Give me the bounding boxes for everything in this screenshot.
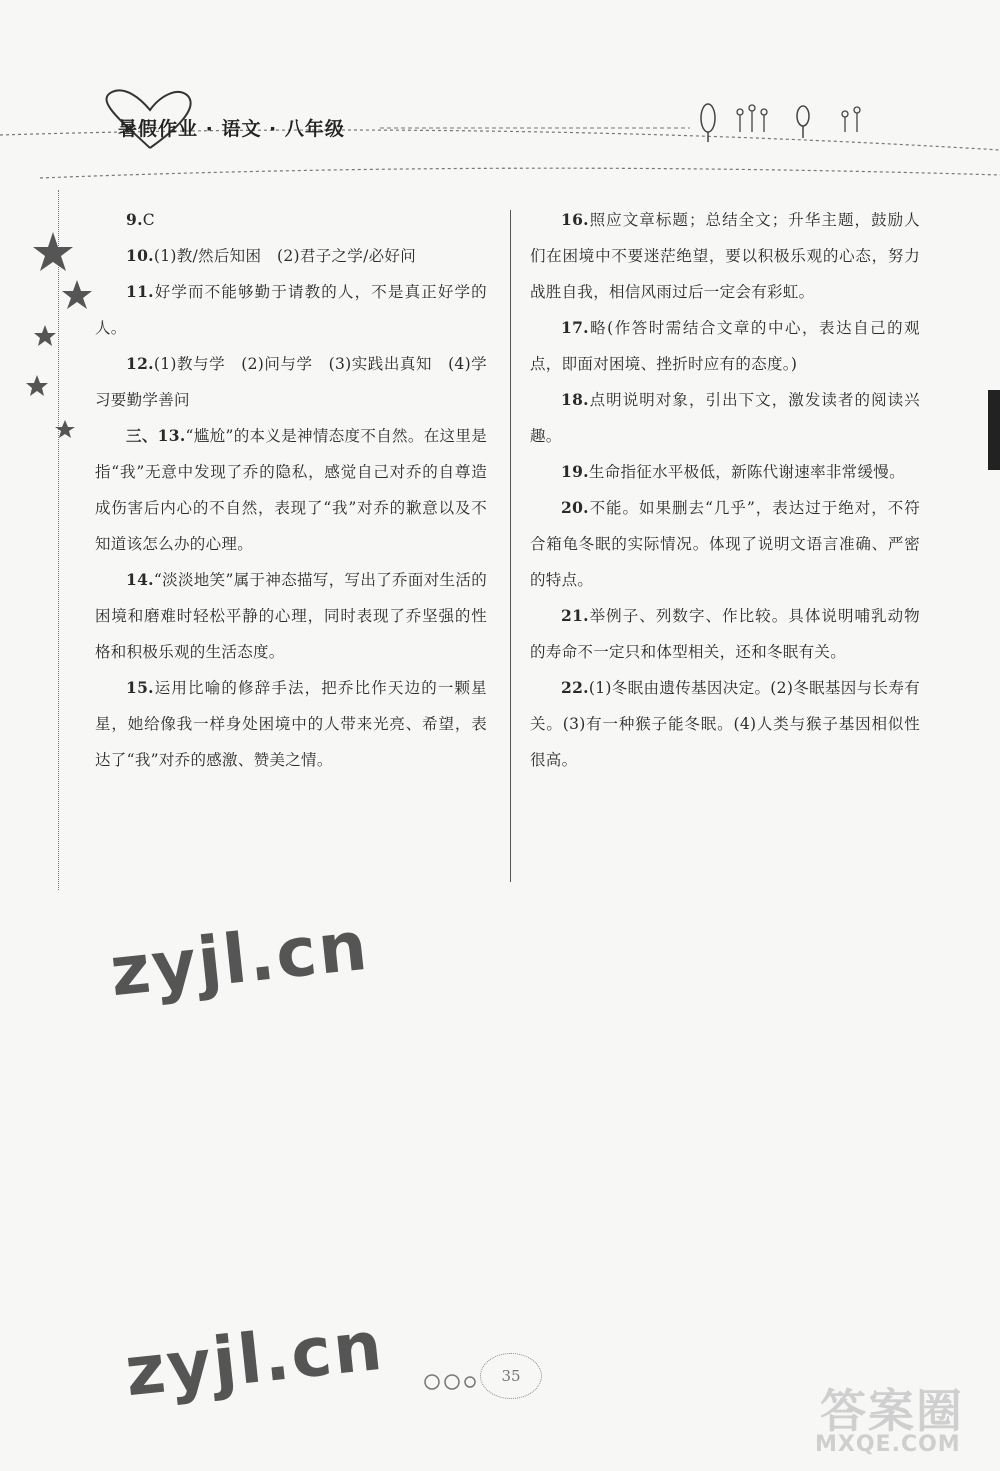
answers-left-column (95, 202, 487, 778)
stars-decoration (25, 230, 105, 450)
column-divider (510, 210, 511, 882)
watermark: zyjl.cn (121, 1306, 388, 1413)
star-icon (62, 280, 92, 309)
answer-9: 9.C (126, 210, 155, 229)
answer-15: 15.运用比喻的修辞手法，把乔比作天边的一颗星星，她给像我一样身处困境中的人带来光亮、希望，表达了“我”对乔的感激、赞美之情。 (95, 678, 487, 769)
answer-14: 14.“淡淡地笑”属于神态描写，写出了乔面对生活的困境和磨难时轻松平静的心理，同时表现了乔坚强的性格和积极乐观的生活态度。 (95, 570, 487, 661)
answer-21: 21.举例子、列数字、作比较。具体说明哺乳动物的寿命不一定只和体型相关，还和冬眠有关。 (530, 606, 920, 661)
watermark: zyjl.cn (106, 906, 373, 1013)
star-icon (26, 375, 48, 396)
answer-22: 22.(1)冬眠由遗传基因决定。(2)冬眠基因与长寿有关。(3)有一种猴子能冬眠。(4)人类与猴子基因相似性很高。 (530, 678, 920, 769)
answer-18: 18.点明说明对象，引出下文，激发读者的阅读兴趣。 (530, 390, 920, 445)
answer-17: 17.略(作答时需结合文章的中心，表达自己的观点，即面对困境、挫折时应有的态度。) (530, 318, 920, 373)
star-icon (33, 232, 73, 271)
page-number: 35 (480, 1353, 542, 1399)
star-icon (34, 325, 56, 346)
page-title: 暑假作业 · 语文 · 八年级 (118, 118, 345, 140)
answer-12: 12.(1)教与学 (2)问与学 (3)实践出真知 (4)学习要勤学善问 (95, 354, 487, 409)
corner-logo: 答案圈 (820, 1384, 964, 1438)
page-edge-shadow (988, 390, 1000, 470)
corner-logo-url: MXQE.COM (815, 1432, 961, 1457)
answer-19: 19.生命指征水平极低，新陈代谢速率非常缓慢。 (561, 462, 905, 481)
answer-11: 11.好学而不能够勤于请教的人，不是真正好学的人。 (95, 282, 487, 337)
answers-right-column (530, 202, 920, 778)
page-header (0, 80, 1000, 190)
answer-16: 16.照应文章标题；总结全文；升华主题，鼓励人们在困境中不要迷茫绝望，要以积极乐观的心态，努力战胜自我，相信风雨过后一定会有彩虹。 (530, 210, 920, 301)
answer-13: 三、13.“尴尬”的本义是神情态度不自然。在这里是指“我”无意中发现了乔的隐私，感觉自己对乔的自尊造成伤害后内心的不自然，表现了“我”对乔的歉意以及不知道该怎么办的心理。 (95, 426, 487, 553)
answer-20: 20.不能。如果删去“几乎”，表达过于绝对，不符合箱龟冬眠的实际情况。体现了说明文语言准确、严密的特点。 (530, 498, 920, 589)
star-icon (55, 420, 75, 438)
page-dots-decoration (422, 1372, 482, 1392)
answer-10: 10.(1)教/然后知困 (2)君子之学/必好问 (126, 246, 417, 265)
